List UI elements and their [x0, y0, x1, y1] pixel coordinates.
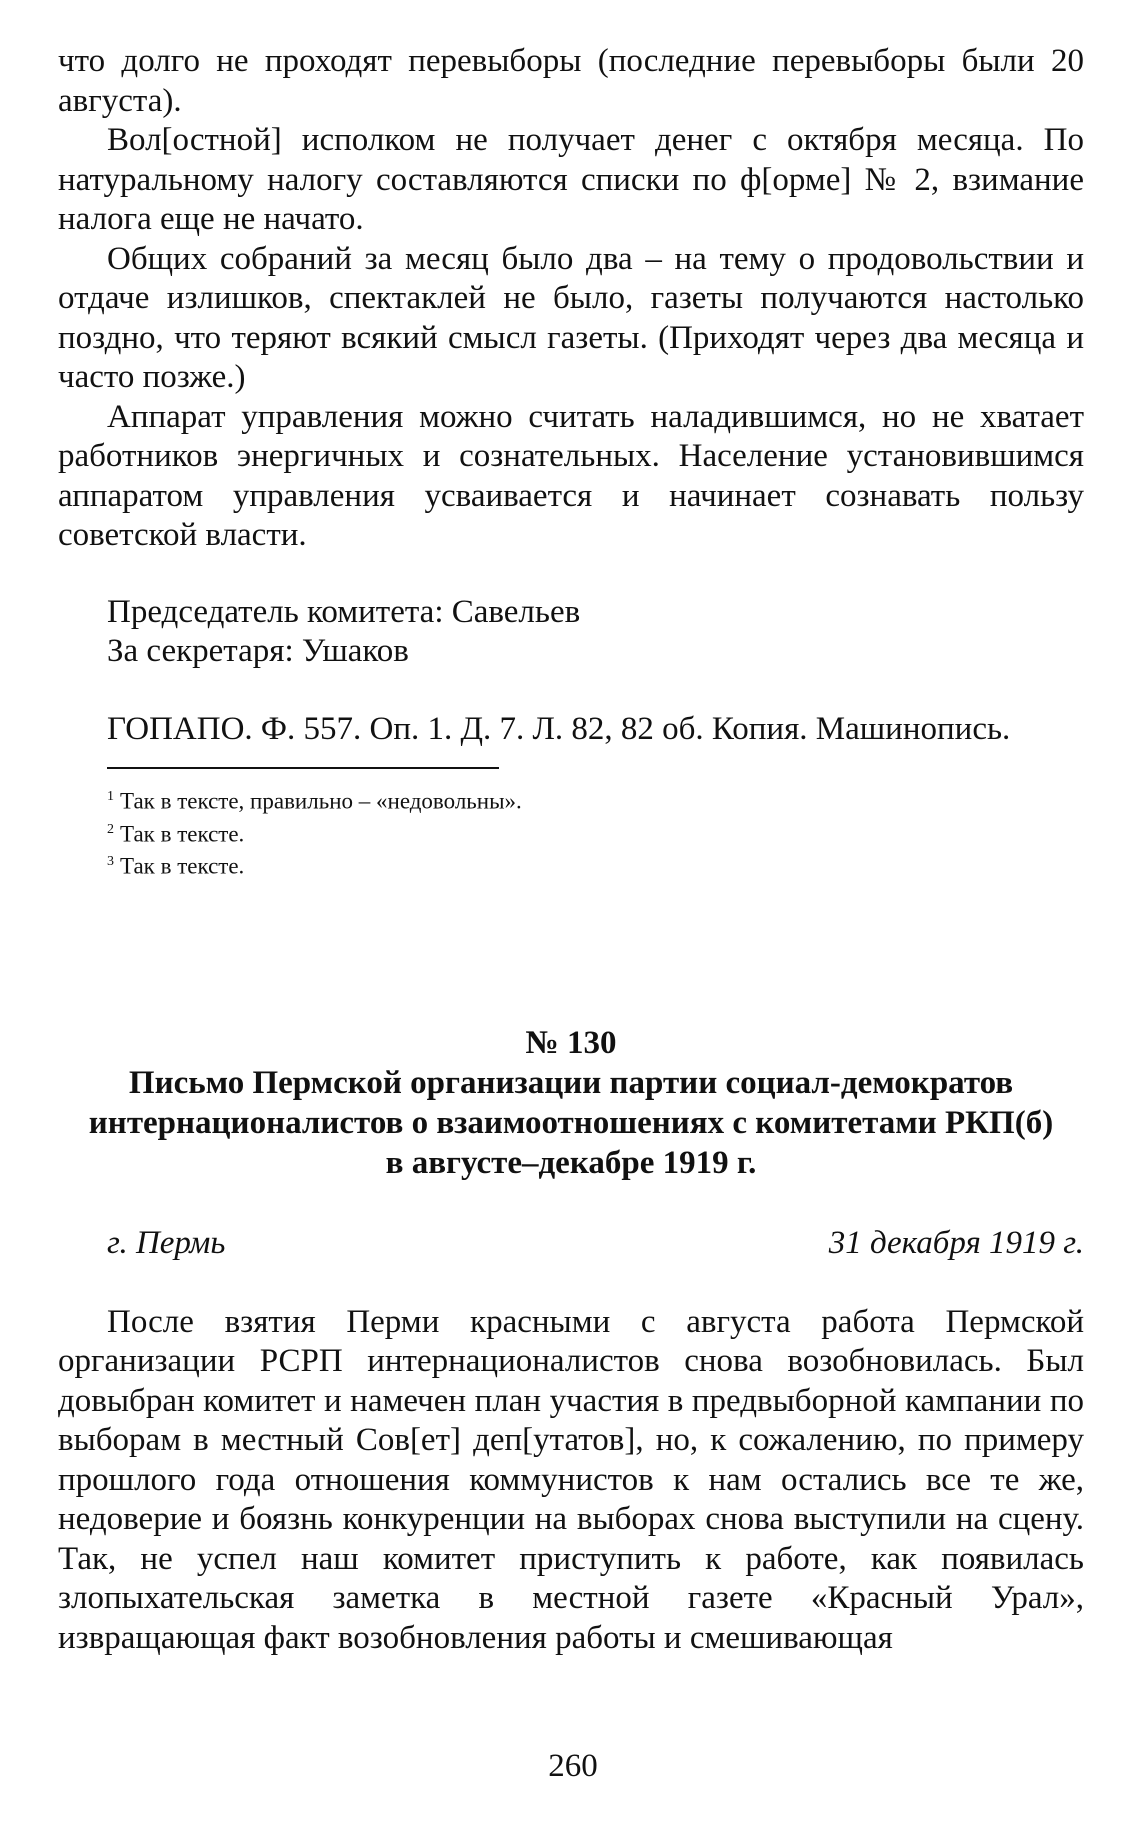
document-title-line: интернационалистов о взаимоотношениях с комитетами РКП(б) [88, 1104, 1054, 1141]
archive-reference: ГОПАПО. Ф. 557. Оп. 1. Д. 7. Л. 82, 82 об. Копия. Машинопись. [107, 710, 1011, 747]
paragraph-general-meetings: Общих собраний за месяц было два – на тему о продовольствии и отдаче излишков, спектаклей не было, газеты получаются настолько поздно, что теряют всякий смысл газеты. (Приходят через два месяца и часто позже.) [58, 240, 1084, 395]
footnote-item [107, 816, 1084, 849]
footnote-item [107, 783, 1084, 816]
document-title-line: Письмо Пермской организации партии социал-демократов [128, 1064, 1014, 1101]
footnote-divider [107, 767, 499, 769]
page-content [58, 42, 1084, 1658]
signature-chairman: Председатель комитета: Савельев [107, 593, 581, 630]
footnote-mark: 3 [107, 854, 114, 870]
footnote-text: Так в тексте, правильно – «недовольны». [120, 788, 522, 814]
signature-secretary: За секретаря: Ушаков [107, 633, 409, 669]
footnote-item [107, 848, 1084, 881]
paragraph-volost-executive: Вол[остной] исполком не получает денег с октября месяца. По натуральному налогу составляются списки по ф[орме] № 2, взимание налога еще не начато. [58, 122, 1084, 237]
document-title-line: в августе–декабре 1919 г. [385, 1144, 757, 1181]
footnote-mark: 1 [107, 789, 114, 804]
footnotes [58, 783, 1084, 881]
footnote-text: Так в тексте. [120, 821, 245, 847]
paragraph-administration: Аппарат управления можно считать наладившимся, но не хватает работников энергичных и сознательных. Население установившимся аппаратом управления усваивается и начинает сознавать пользу советской власти. [58, 398, 1084, 553]
paragraph-continuation: что долго не проходят перевыборы (последние перевыборы были 20 августа). [58, 43, 1084, 119]
document-title [58, 1063, 1084, 1183]
footnote-mark: 2 [107, 821, 114, 837]
document-place: г. Пермь [107, 1224, 226, 1261]
document-meta [58, 1223, 1084, 1263]
page-number: 260 [548, 1748, 598, 1784]
signature-block [58, 593, 1084, 672]
document-date: 31 декабря 1919 г. [828, 1224, 1084, 1261]
footnote-text: Так в тексте. [120, 853, 245, 879]
document-body-paragraph: После взятия Перми красными с августа работа Пермской организации РСРП интернационалистов снова возобновилась. Был довыбран комитет и намечен план участия в предвыборной кампании по выборам в местный Сов[ет] деп[утатов], но, к сожалению, по примеру прошлого года отношения коммунистов к нам остались все те же, недоверие и боязнь конкуренции на выборах снова выступили на сцену. Так, не успел наш комитет приступить к работе, как появилась злопыхательская заметка в местной газете «Красный Урал», извращающая факт возобновления работы и смешивающая [58, 1303, 1084, 1656]
top-text-block [58, 42, 1084, 556]
document-number: № 130 [525, 1024, 617, 1061]
